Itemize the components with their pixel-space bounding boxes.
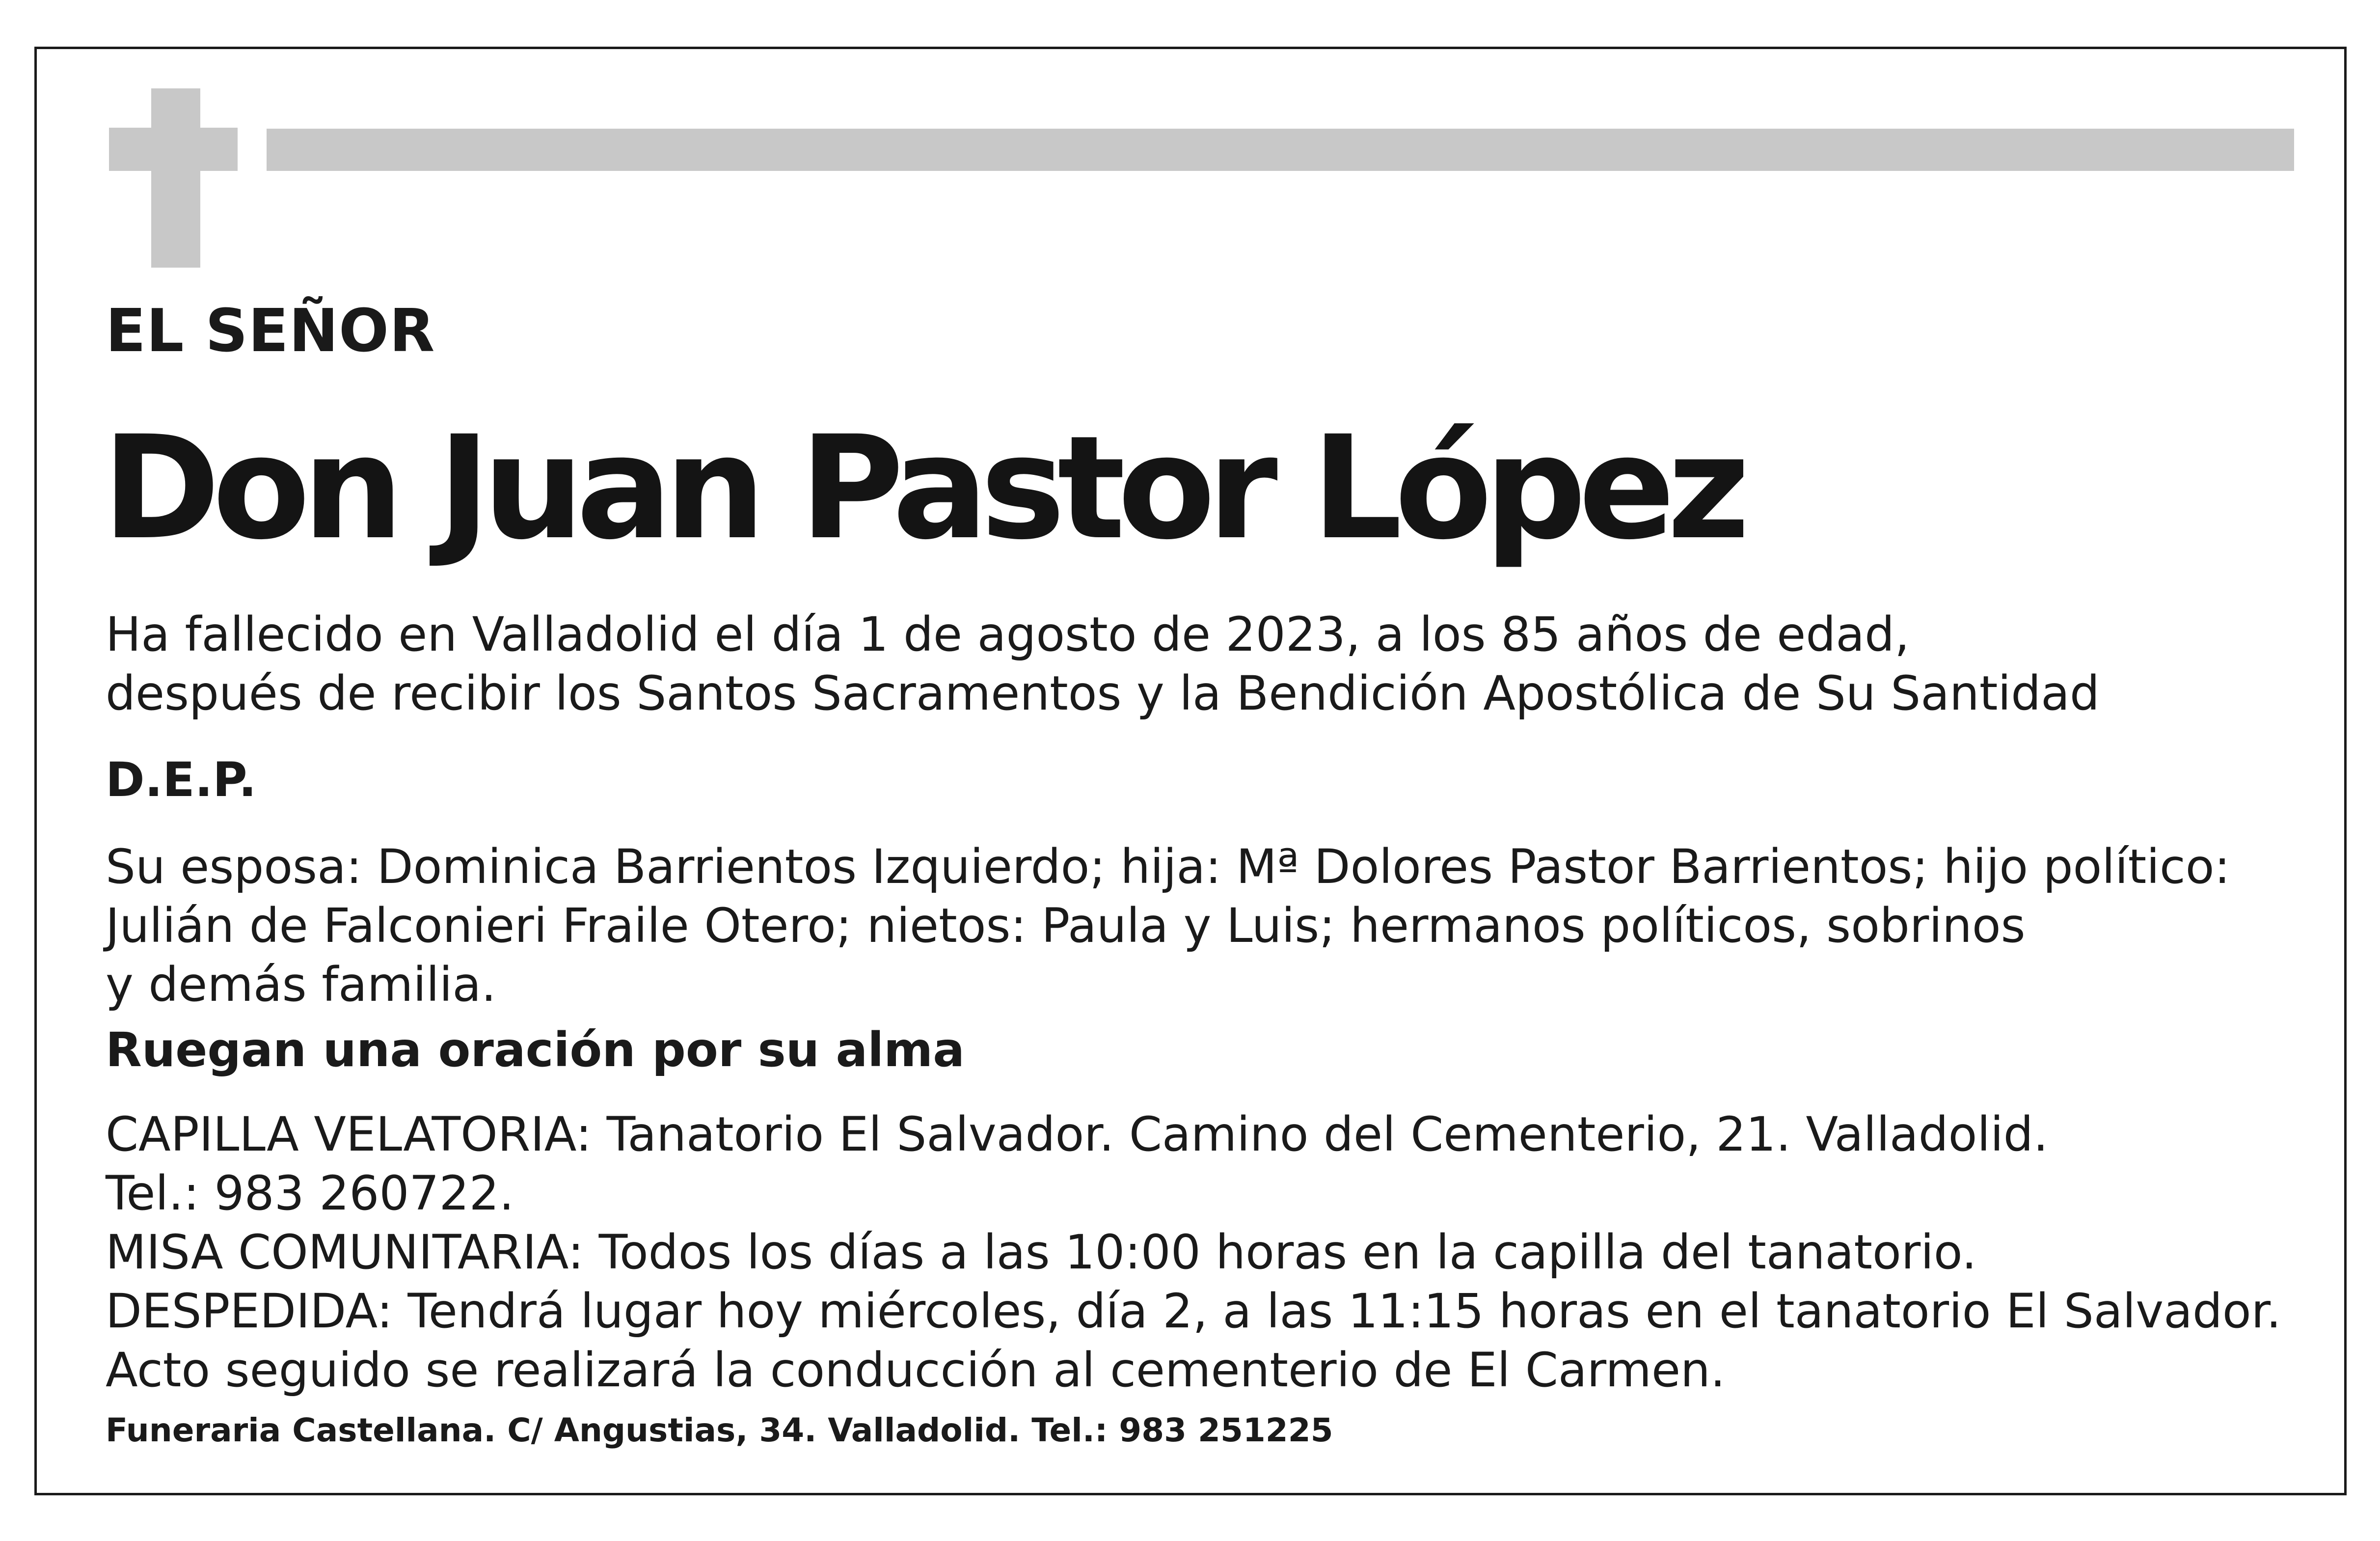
announcement-line: después de recibir los Santos Sacramentos y la Bendición Apostólica de Su Santidad — [106, 666, 2100, 721]
cross-icon-horizontal — [109, 128, 238, 171]
prayer-request: Ruegan una oración por su alma — [106, 1022, 965, 1077]
honorific-heading: EL SEÑOR — [106, 297, 435, 365]
service-details — [106, 1105, 2281, 1400]
service-line: Tel.: 983 260722. — [106, 1166, 514, 1221]
header-rule — [267, 129, 2294, 171]
deceased-name: Don Juan Pastor López — [102, 406, 1742, 571]
announcement-line: Ha fallecido en Valladolid el día 1 de agosto de 2023, a los 85 años de edad, — [106, 607, 1910, 662]
funeral-home-footer: Funeraria Castellana. C/ Angustias, 34. Valladolid. Tel.: 983 251225 — [106, 1411, 1333, 1449]
family-line: Su esposa: Dominica Barrientos Izquierdo; hija: Mª Dolores Pastor Barrientos; hijo político: — [106, 839, 2230, 894]
death-announcement — [106, 605, 2100, 723]
service-line: MISA COMUNITARIA: Todos los días a las 10:00 horas en la capilla del tanatorio. — [106, 1225, 1977, 1280]
cross-icon-vertical — [151, 88, 200, 268]
service-line: Acto seguido se realizará la conducción al cementerio de El Carmen. — [106, 1343, 1726, 1398]
service-line: DESPEDIDA: Tendrá lugar hoy miércoles, día 2, a las 11:15 horas en el tanatorio El Salvador. — [106, 1284, 2281, 1339]
family-list — [106, 837, 2230, 1014]
rip-label: D.E.P. — [106, 752, 257, 807]
service-line: CAPILLA VELATORIA: Tanatorio El Salvador. Camino del Cementerio, 21. Valladolid. — [106, 1107, 2049, 1162]
family-line: y demás familia. — [106, 957, 496, 1012]
family-line: Julián de Falconieri Fraile Otero; nietos: Paula y Luis; hermanos políticos, sobrinos — [106, 898, 2026, 953]
